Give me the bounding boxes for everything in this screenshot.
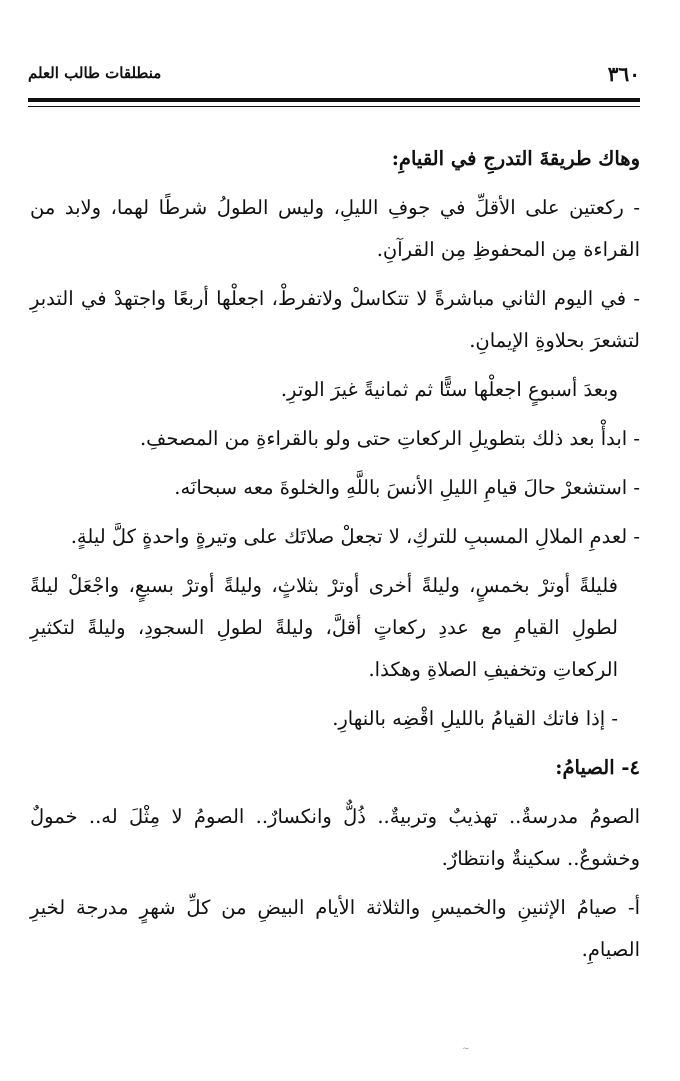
running-title: منطلقات طالب العلم (28, 64, 162, 82)
paragraph-fasting-school: الصومُ مدرسةٌ.. تهذيبٌ وتربيةٌ.. ذُلٌّ وانكسارٌ.. الصومُ لا مِثْلَ له.. خمولٌ وخشوعٌ.. سكينةٌ وانتظارٌ. (30, 805, 640, 870)
paragraph-fasting-days: أ- صيامُ الإثنينِ والخميسِ والثلاثة الأيام البيضِ من كلِّ شهرٍ مدرجة لخيرِ الصيامِ. (30, 896, 640, 961)
section-fasting-heading: ٤- الصيامُ: (555, 756, 640, 779)
page-header (28, 62, 640, 92)
footer-mark: ~ (462, 1044, 470, 1054)
header-rule-thick (28, 98, 640, 102)
paragraph-variety: - لعدمِ الملالِ المسببِ للتركِ، لا تجعلْ صلاتَك على وتيرةٍ واحدةٍ كلَّ ليلةٍ. (70, 525, 640, 548)
page-body (30, 138, 640, 978)
paragraph-feel: - استشعرْ حالَ قيامِ الليلِ الأنسَ باللَّهِ والخلوةَ معه سبحانَه. (174, 476, 640, 499)
paragraph-make-up: - إذا فاتك القيامُ بالليلِ اقْضِه بالنهارِ. (332, 707, 618, 730)
paragraph-step-2: - في اليوم الثاني مباشرةً لا تتكاسلْ ولاتفرطْ، اجعلْها أربعًا واجتهدْ في التدبرِ لتشعرَ بحلاوةِ الإيمانِ. (30, 287, 640, 352)
section-intro-heading: وهاك طريقةَ التدرجِ في القيامِ: (391, 147, 640, 170)
page-number: ٣٦٠ (607, 62, 640, 86)
paragraph-lengthen: - ابدأْ بعد ذلك بتطويلِ الركعاتِ حتى ولو بالقراءةِ من المصحفِ. (139, 427, 640, 450)
header-rule-thin (28, 106, 640, 107)
paragraph-witr-variation: فليلةً أوترْ بخمسٍ، وليلةً أخرى أوترْ بثلاثٍ، وليلةً أوترْ بسبعٍ، واجْعَلْ ليلةً لطولِ القيامِ مع عددِ ركعاتٍ أقلَّ، وليلةً لطولِ السجودِ، وليلةً لتكثيرِ الركعاتِ وتخفيفِ الصلاةِ وهكذا. (30, 574, 618, 681)
paragraph-after-week: وبعدَ أسبوعٍ اجعلْها ستًّا ثم ثمانيةً غيرَ الوترِ. (280, 378, 618, 401)
paragraph-step-1: - ركعتين على الأقلِّ في جوفِ الليلِ، وليس الطولُ شرطًا لهما، ولابد من القراءة مِن المحفوظِ مِن القرآنِ. (30, 196, 640, 261)
